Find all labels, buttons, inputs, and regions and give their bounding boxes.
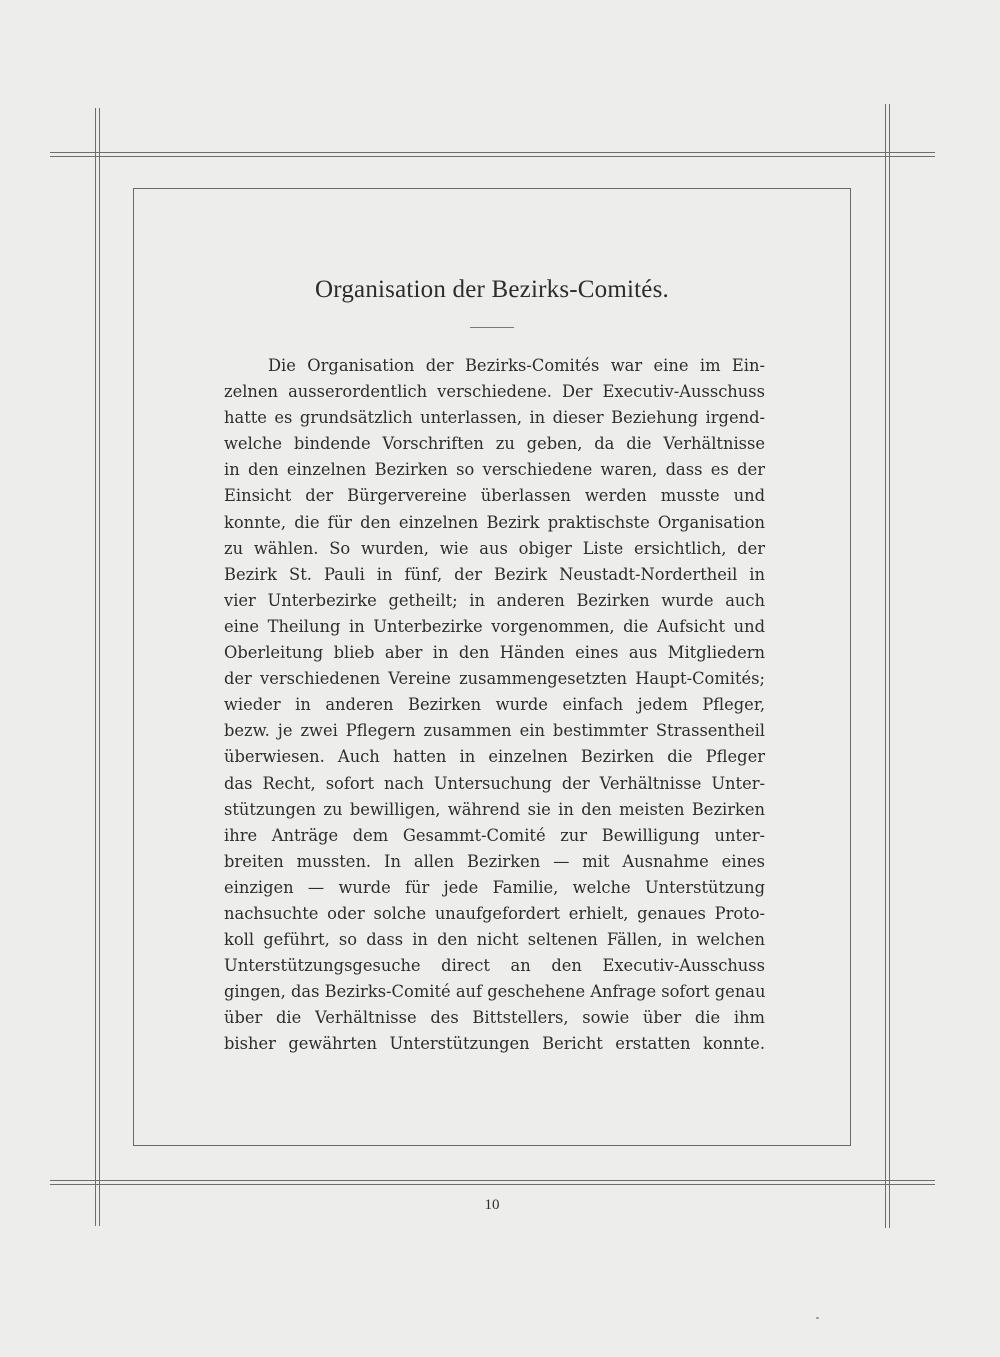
text-line: überwiesen. Auch hatten in einzelnen Bezirken die Pfleger bbox=[224, 747, 765, 767]
left-rule-2 bbox=[99, 108, 100, 1226]
text-line: Die Organisation der Bezirks-Comités war eine im Ein- bbox=[268, 356, 765, 375]
text-line: stützungen zu bewilligen, während sie in den meisten Bezirken bbox=[224, 799, 765, 819]
text-line: gingen, das Bezirks-Comité auf geschehene Anfrage sofort genau bbox=[224, 982, 766, 1002]
text-line: der verschiedenen Vereine zusammengesetzten Haupt-Comités; bbox=[224, 669, 765, 689]
body-paragraph bbox=[224, 353, 765, 1058]
top-rule-2 bbox=[50, 156, 935, 157]
text-line: bisher gewährten Unterstützungen Bericht erstatten konnte. bbox=[224, 1034, 765, 1054]
text-line: konnte, die für den einzelnen Bezirk praktischste Organisation bbox=[224, 512, 765, 532]
text-line: hatte es grundsätzlich unterlassen, in dieser Beziehung irgend- bbox=[224, 408, 765, 428]
page-title: Organisation der Bezirks-Comités. bbox=[315, 276, 669, 303]
text-line: Oberleitung blieb aber in den Händen eines aus Mitgliedern bbox=[224, 643, 765, 663]
text-line: breiten mussten. In allen Bezirken — mit Ausnahme eines bbox=[224, 851, 765, 871]
text-line: in den einzelnen Bezirken so verschiedene waren, dass es der bbox=[224, 460, 765, 480]
text-line: Bezirk St. Pauli in fünf, der Bezirk Neustadt-Nordertheil in bbox=[224, 564, 765, 584]
text-line: Unterstützungsgesuche direct an den Executiv-Ausschuss bbox=[224, 956, 765, 976]
paper-speck bbox=[816, 1317, 819, 1319]
bottom-rule-2 bbox=[50, 1184, 935, 1185]
title-divider bbox=[470, 327, 514, 328]
text-line: welche bindende Vorschriften zu geben, da die Verhältnisse bbox=[224, 434, 765, 454]
text-line: wieder in anderen Bezirken wurde einfach jedem Pfleger, bbox=[224, 695, 765, 715]
text-line: nachsuchte oder solche unaufgefordert erhielt, genaues Proto- bbox=[224, 903, 765, 923]
text-line: das Recht, sofort nach Untersuchung der Verhältnisse Unter- bbox=[224, 773, 765, 793]
text-line: zelnen ausserordentlich verschiedene. Der Executiv-Ausschuss bbox=[224, 382, 765, 402]
text-line: über die Verhältnisse des Bittstellers, sowie über die ihm bbox=[224, 1008, 765, 1028]
top-rule-1 bbox=[50, 152, 935, 153]
text-line: einzigen — wurde für jede Familie, welche Unterstützung bbox=[224, 877, 765, 897]
right-rule-2 bbox=[889, 104, 890, 1228]
text-line: zu wählen. So wurden, wie aus obiger Liste ersichtlich, der bbox=[224, 538, 765, 558]
text-line: vier Unterbezirke getheilt; in anderen Bezirken wurde auch bbox=[224, 590, 765, 610]
text-line: Einsicht der Bürgervereine überlassen werden musste und bbox=[224, 486, 765, 506]
right-rule-1 bbox=[885, 104, 886, 1228]
text-line: bezw. je zwei Pflegern zusammen ein bestimmter Strassentheil bbox=[224, 721, 765, 741]
text-line: eine Theilung in Unterbezirke vorgenommen, die Aufsicht und bbox=[224, 616, 765, 636]
page-number: 10 bbox=[484, 1197, 500, 1213]
text-line: koll geführt, so dass in den nicht seltenen Fällen, in welchen bbox=[224, 930, 765, 950]
text-line: ihre Anträge dem Gesammt-Comité zur Bewilligung unter- bbox=[224, 825, 765, 845]
left-rule-1 bbox=[95, 108, 96, 1226]
bottom-rule-1 bbox=[50, 1180, 935, 1181]
